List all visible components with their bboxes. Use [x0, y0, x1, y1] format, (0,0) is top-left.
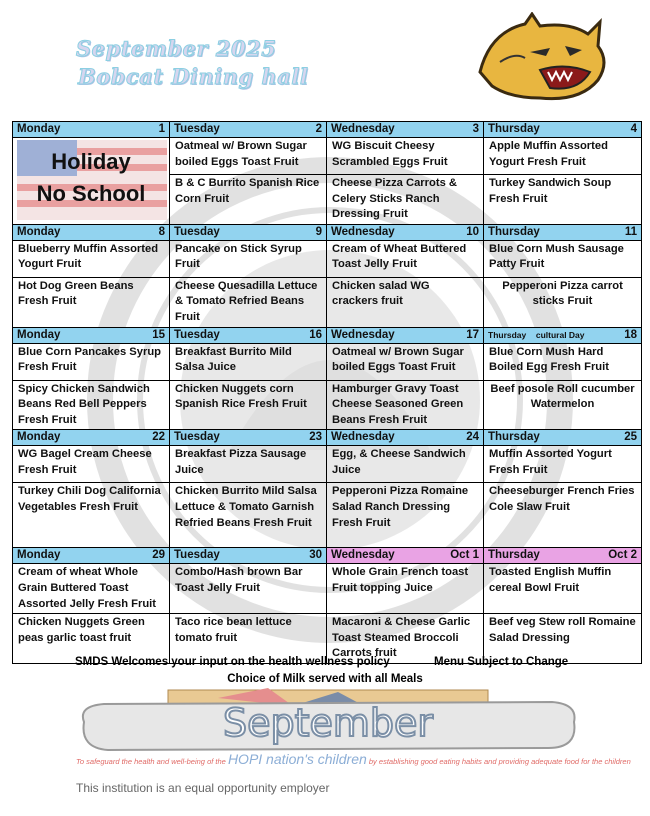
breakfast-cell: WG Bagel Cream Cheese Fresh Fruit	[13, 446, 170, 483]
day-header: Tuesday 16	[170, 327, 327, 343]
day-header: Monday 8	[13, 224, 170, 240]
breakfast-cell: Muffin Assorted Yogurt Fresh Fruit	[484, 446, 642, 483]
holiday-label: Holiday	[51, 149, 131, 174]
lunch-cell: Macaroni & Cheese Garlic Toast Steamed Broccoli Carrots fruit	[327, 614, 484, 664]
breakfast-cell: Blue Corn Pancakes Syrup Fresh Fruit	[13, 343, 170, 380]
day-header: Thursday 25	[484, 430, 642, 446]
lunch-cell: Turkey Chili Dog California Vegetables Fresh Fruit	[13, 483, 170, 548]
week-header-row	[13, 548, 642, 564]
day-header: Monday 29	[13, 548, 170, 564]
day-header: Wednesday 10	[327, 224, 484, 240]
lunch-cell: Hamburger Gravy Toast Cheese Seasoned Green Beans Fresh Fruit	[327, 380, 484, 430]
breakfast-cell: WG Biscuit Cheesy Scrambled Eggs Fruit	[327, 138, 484, 175]
lunch-cell: B & C Burrito Spanish Rice Corn Fruit	[170, 175, 327, 225]
lunch-cell: Turkey Sandwich Soup Fresh Fruit	[484, 175, 642, 225]
no-school-label: No School	[36, 181, 146, 206]
day-header: Thursday cultural Day 18	[484, 327, 642, 343]
day-header: Monday 22	[13, 430, 170, 446]
day-header: Wednesday 3	[327, 122, 484, 138]
breakfast-cell: Breakfast Burrito Mild Salsa Juice	[170, 343, 327, 380]
mission-statement: To safeguard the health and well-being of the HOPI nation's children by establishing good eating habits and providing adequate food for the children	[76, 751, 631, 767]
hopi-text: HOPI nation's children	[227, 751, 367, 767]
day-header: Thursday 4	[484, 122, 642, 138]
breakfast-cell: Cream of Wheat Buttered Toast Jelly Fruit	[327, 240, 484, 277]
lunch-cell: Beef posole Roll cucumber Watermelon	[484, 380, 642, 430]
day-header: Wednesday Oct 1	[327, 548, 484, 564]
title-month-year: September 2025	[76, 36, 277, 61]
day-header: Tuesday 23	[170, 430, 327, 446]
day-header: Monday 15	[13, 327, 170, 343]
breakfast-cell: Egg, & Cheese Sandwich Juice	[327, 446, 484, 483]
equal-opportunity-statement: This institution is an equal opportunity employer	[76, 781, 330, 795]
menu-calendar	[12, 121, 642, 664]
lunch-cell: Cheeseburger French Fries Cole Slaw Fruit	[484, 483, 642, 548]
breakfast-cell: Toasted English Muffin cereal Bowl Fruit	[484, 564, 642, 614]
cultural-day-note: cultural Day	[535, 329, 585, 340]
lunch-cell: Chicken Nuggets Green peas garlic toast fruit	[13, 614, 170, 664]
breakfast-cell: Blueberry Muffin Assorted Yogurt Fruit	[13, 240, 170, 277]
day-header: Tuesday 30	[170, 548, 327, 564]
day-header: Tuesday 9	[170, 224, 327, 240]
day-header: Wednesday 17	[327, 327, 484, 343]
breakfast-cell: Breakfast Pizza Sausage Juice	[170, 446, 327, 483]
breakfast-cell: Combo/Hash brown Bar Toast Jelly Fruit	[170, 564, 327, 614]
wellness-policy-note: SMDS Welcomes your input on the health wellness policy	[75, 656, 390, 668]
breakfast-cell: Cream of wheat Whole Grain Buttered Toast Assorted Jelly Fresh Fruit	[13, 564, 170, 614]
lunch-cell: Chicken salad WG crackers fruit	[327, 277, 484, 327]
day-header: Wednesday 24	[327, 430, 484, 446]
breakfast-cell: Oatmeal w/ Brown Sugar boiled Eggs Toast Fruit	[327, 343, 484, 380]
breakfast-cell: Pancake on Stick Syrup Fruit	[170, 240, 327, 277]
breakfast-cell: Blue Corn Mush Hard Boiled Egg Fresh Fruit	[484, 343, 642, 380]
lunch-cell: Pepperoni Pizza carrot sticks Fruit	[484, 277, 642, 327]
breakfast-cell: Blue Corn Mush Sausage Patty Fruit	[484, 240, 642, 277]
week-header-row	[13, 327, 642, 343]
lunch-cell: Chicken Burrito Mild Salsa Lettuce & Tomato Garnish Refried Beans Fresh Fruit	[170, 483, 327, 548]
menu-change-note: Menu Subject to Change	[434, 656, 569, 668]
breakfast-cell: Oatmeal w/ Brown Sugar boiled Eggs Toast Fruit	[170, 138, 327, 175]
week-header-row	[13, 430, 642, 446]
day-header: Monday 1	[13, 122, 170, 138]
holiday-cell	[13, 138, 170, 225]
week-header-row	[13, 224, 642, 240]
lunch-cell: Spicy Chicken Sandwich Beans Red Bell Peppers Fresh Fruit	[13, 380, 170, 430]
day-header: Tuesday 2	[170, 122, 327, 138]
title-dining-hall: Bobcat Dining hall	[78, 64, 309, 89]
september-banner	[78, 688, 578, 752]
day-header: Thursday 11	[484, 224, 642, 240]
lunch-cell: Cheese Quesadilla Lettuce & Tomato Refried Beans Fruit	[170, 277, 327, 327]
week-header-row	[13, 122, 642, 138]
milk-note: Choice of Milk served with all Meals	[227, 673, 423, 685]
lunch-cell: Pepperoni Pizza Romaine Salad Ranch Dressing Fresh Fruit	[327, 483, 484, 548]
breakfast-cell: Apple Muffin Assorted Yogurt Fresh Fruit	[484, 138, 642, 175]
banner-text: September	[222, 701, 434, 745]
lunch-cell: Chicken Nuggets corn Spanish Rice Fresh Fruit	[170, 380, 327, 430]
lunch-cell: Beef veg Stew roll Romaine Salad Dressing	[484, 614, 642, 664]
day-header: Thursday Oct 2	[484, 548, 642, 564]
lunch-cell: Taco rice bean lettuce tomato fruit	[170, 614, 327, 664]
breakfast-cell: Whole Grain French toast Fruit topping Juice	[327, 564, 484, 614]
lunch-cell: Hot Dog Green Beans Fresh Fruit	[13, 277, 170, 327]
lunch-cell: Cheese Pizza Carrots & Celery Sticks Ranch Dressing Fruit	[327, 175, 484, 225]
bobcat-mascot-icon	[470, 12, 610, 104]
